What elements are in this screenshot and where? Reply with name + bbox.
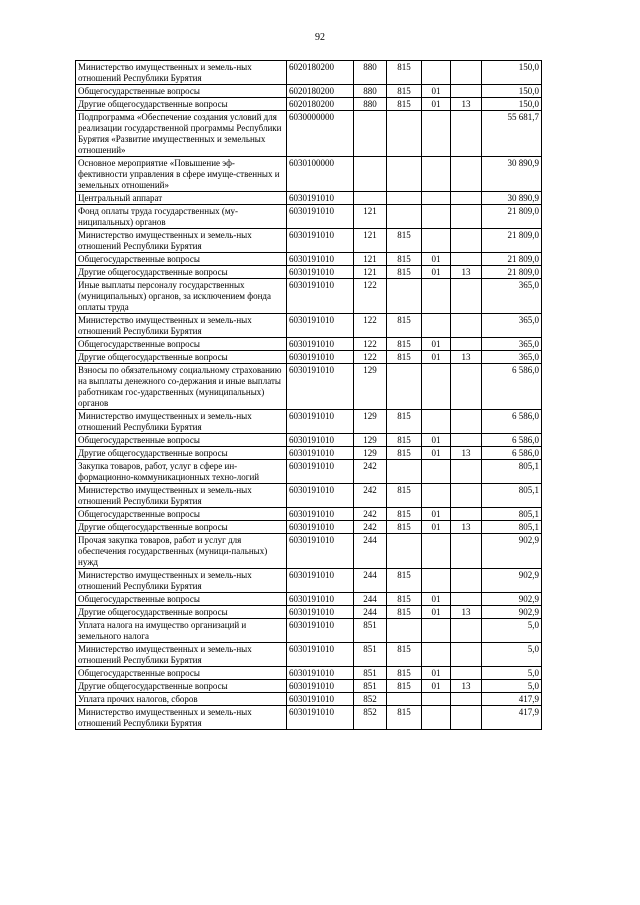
- row-name-cell: Общегосударственные вопросы: [76, 338, 287, 351]
- target-article-cell: 6030191010: [287, 205, 354, 229]
- subsection-cell: 13: [451, 351, 482, 364]
- amount-cell: 902,9: [482, 593, 542, 606]
- section-cell: [422, 410, 451, 434]
- table-row: [76, 364, 542, 410]
- amount-cell: 902,9: [482, 569, 542, 593]
- table-row: [76, 229, 542, 253]
- row-name-cell: Уплата прочих налогов, сборов: [76, 693, 287, 706]
- ministry-code-cell: 815: [387, 569, 422, 593]
- table-row: [76, 569, 542, 593]
- amount-cell: 5,0: [482, 619, 542, 643]
- subsection-cell: [451, 643, 482, 667]
- table-row: [76, 447, 542, 460]
- table-row: [76, 680, 542, 693]
- table-row: [76, 606, 542, 619]
- row-name-cell: Взносы по обязательному социальному страхованию на выплаты денежного со-держания и иные выплаты работникам гос-ударственных (муниципальных) органов: [76, 364, 287, 410]
- amount-cell: 21 809,0: [482, 266, 542, 279]
- amount-cell: 150,0: [482, 98, 542, 111]
- ministry-code-cell: 815: [387, 706, 422, 730]
- section-cell: 01: [422, 266, 451, 279]
- section-cell: [422, 229, 451, 253]
- target-article-cell: 6030191010: [287, 351, 354, 364]
- ministry-code-cell: [387, 192, 422, 205]
- amount-cell: 21 809,0: [482, 205, 542, 229]
- amount-cell: 805,1: [482, 460, 542, 484]
- expense-type-cell: 121: [354, 266, 387, 279]
- subsection-cell: [451, 192, 482, 205]
- section-cell: [422, 693, 451, 706]
- expense-type-cell: 242: [354, 508, 387, 521]
- target-article-cell: 6030191010: [287, 521, 354, 534]
- row-name-cell: Министерство имущественных и земель-ных отношений Республики Бурятия: [76, 61, 287, 85]
- target-article-cell: 6030191010: [287, 484, 354, 508]
- ministry-code-cell: 815: [387, 484, 422, 508]
- expense-type-cell: 852: [354, 706, 387, 730]
- table-row: [76, 643, 542, 667]
- section-cell: 01: [422, 680, 451, 693]
- subsection-cell: [451, 484, 482, 508]
- ministry-code-cell: [387, 693, 422, 706]
- subsection-cell: [451, 410, 482, 434]
- row-name-cell: Другие общегосударственные вопросы: [76, 447, 287, 460]
- ministry-code-cell: [387, 111, 422, 157]
- expense-type-cell: 244: [354, 569, 387, 593]
- table-row: [76, 157, 542, 192]
- row-name-cell: Прочая закупка товаров, работ и услуг для обеспечения государственных (муници-пальных) нужд: [76, 534, 287, 569]
- ministry-code-cell: 815: [387, 338, 422, 351]
- section-cell: 01: [422, 521, 451, 534]
- target-article-cell: 6030191010: [287, 569, 354, 593]
- row-name-cell: Общегосударственные вопросы: [76, 85, 287, 98]
- table-row: [76, 192, 542, 205]
- table-row: [76, 434, 542, 447]
- table-row: [76, 205, 542, 229]
- section-cell: 01: [422, 98, 451, 111]
- expense-type-cell: 121: [354, 229, 387, 253]
- subsection-cell: 13: [451, 680, 482, 693]
- target-article-cell: 6030191010: [287, 534, 354, 569]
- row-name-cell: Уплата налога на имущество организаций и земельного налога: [76, 619, 287, 643]
- subsection-cell: [451, 229, 482, 253]
- expense-type-cell: 121: [354, 205, 387, 229]
- expense-type-cell: [354, 157, 387, 192]
- expense-type-cell: 851: [354, 619, 387, 643]
- ministry-code-cell: 815: [387, 410, 422, 434]
- row-name-cell: Основное мероприятие «Повышение эф-фективности управления в сфере имуще-ственных и земельных отношений»: [76, 157, 287, 192]
- table-row: [76, 693, 542, 706]
- table-row: [76, 593, 542, 606]
- target-article-cell: 6030191010: [287, 364, 354, 410]
- ministry-code-cell: 815: [387, 229, 422, 253]
- expense-type-cell: 122: [354, 338, 387, 351]
- row-name-cell: Другие общегосударственные вопросы: [76, 266, 287, 279]
- row-name-cell: Общегосударственные вопросы: [76, 508, 287, 521]
- target-article-cell: 6030191010: [287, 619, 354, 643]
- table-row: [76, 351, 542, 364]
- amount-cell: 6 586,0: [482, 447, 542, 460]
- expense-type-cell: 242: [354, 484, 387, 508]
- target-article-cell: 6020180200: [287, 61, 354, 85]
- target-article-cell: 6030100000: [287, 157, 354, 192]
- expense-type-cell: 129: [354, 364, 387, 410]
- section-cell: 01: [422, 351, 451, 364]
- target-article-cell: 6030191010: [287, 229, 354, 253]
- row-name-cell: Министерство имущественных и земель-ных отношений Республики Бурятия: [76, 410, 287, 434]
- ministry-code-cell: 815: [387, 266, 422, 279]
- subsection-cell: 13: [451, 98, 482, 111]
- subsection-cell: [451, 111, 482, 157]
- amount-cell: 30 890,9: [482, 157, 542, 192]
- ministry-code-cell: 815: [387, 61, 422, 85]
- expense-type-cell: 129: [354, 434, 387, 447]
- row-name-cell: Иные выплаты персоналу государственных (муниципальных) органов, за исключением фонда оплаты труда: [76, 279, 287, 314]
- table-row: [76, 61, 542, 85]
- subsection-cell: [451, 314, 482, 338]
- amount-cell: 5,0: [482, 680, 542, 693]
- table-row: [76, 338, 542, 351]
- target-article-cell: 6030191010: [287, 338, 354, 351]
- amount-cell: 150,0: [482, 61, 542, 85]
- amount-cell: 417,9: [482, 693, 542, 706]
- target-article-cell: 6030191010: [287, 192, 354, 205]
- section-cell: [422, 111, 451, 157]
- section-cell: [422, 157, 451, 192]
- amount-cell: 30 890,9: [482, 192, 542, 205]
- ministry-code-cell: 815: [387, 351, 422, 364]
- section-cell: 01: [422, 85, 451, 98]
- amount-cell: 805,1: [482, 521, 542, 534]
- ministry-code-cell: [387, 364, 422, 410]
- ministry-code-cell: 815: [387, 667, 422, 680]
- ministry-code-cell: 815: [387, 314, 422, 338]
- target-article-cell: 6020180200: [287, 98, 354, 111]
- amount-cell: 5,0: [482, 643, 542, 667]
- budget-table: [75, 60, 542, 730]
- section-cell: 01: [422, 434, 451, 447]
- subsection-cell: [451, 364, 482, 410]
- table-row: [76, 85, 542, 98]
- ministry-code-cell: 815: [387, 253, 422, 266]
- section-cell: [422, 364, 451, 410]
- ministry-code-cell: [387, 205, 422, 229]
- ministry-code-cell: [387, 157, 422, 192]
- row-name-cell: Общегосударственные вопросы: [76, 253, 287, 266]
- amount-cell: 902,9: [482, 606, 542, 619]
- table-row: [76, 706, 542, 730]
- section-cell: 01: [422, 253, 451, 266]
- section-cell: [422, 569, 451, 593]
- subsection-cell: [451, 569, 482, 593]
- table-row: [76, 314, 542, 338]
- section-cell: [422, 460, 451, 484]
- section-cell: [422, 619, 451, 643]
- ministry-code-cell: 815: [387, 85, 422, 98]
- target-article-cell: 6030191010: [287, 434, 354, 447]
- expense-type-cell: 880: [354, 98, 387, 111]
- expense-type-cell: 851: [354, 680, 387, 693]
- subsection-cell: [451, 619, 482, 643]
- target-article-cell: 6030191010: [287, 266, 354, 279]
- table-row: [76, 266, 542, 279]
- subsection-cell: [451, 508, 482, 521]
- row-name-cell: Общегосударственные вопросы: [76, 667, 287, 680]
- subsection-cell: [451, 85, 482, 98]
- budget-table-body: [76, 61, 542, 730]
- ministry-code-cell: 815: [387, 98, 422, 111]
- expense-type-cell: 121: [354, 253, 387, 266]
- expense-type-cell: 244: [354, 593, 387, 606]
- amount-cell: 805,1: [482, 508, 542, 521]
- ministry-code-cell: 815: [387, 606, 422, 619]
- subsection-cell: [451, 534, 482, 569]
- section-cell: 01: [422, 447, 451, 460]
- target-article-cell: 6030191010: [287, 460, 354, 484]
- row-name-cell: Другие общегосударственные вопросы: [76, 606, 287, 619]
- section-cell: 01: [422, 508, 451, 521]
- target-article-cell: 6030191010: [287, 253, 354, 266]
- ministry-code-cell: 815: [387, 447, 422, 460]
- amount-cell: 417,9: [482, 706, 542, 730]
- target-article-cell: 6030191010: [287, 593, 354, 606]
- expense-type-cell: 122: [354, 279, 387, 314]
- section-cell: 01: [422, 606, 451, 619]
- target-article-cell: 6020180200: [287, 85, 354, 98]
- amount-cell: 805,1: [482, 484, 542, 508]
- ministry-code-cell: 815: [387, 508, 422, 521]
- amount-cell: 55 681,7: [482, 111, 542, 157]
- section-cell: [422, 279, 451, 314]
- section-cell: [422, 61, 451, 85]
- expense-type-cell: 129: [354, 410, 387, 434]
- ministry-code-cell: [387, 279, 422, 314]
- row-name-cell: Другие общегосударственные вопросы: [76, 351, 287, 364]
- table-row: [76, 619, 542, 643]
- subsection-cell: [451, 253, 482, 266]
- ministry-code-cell: 815: [387, 680, 422, 693]
- expense-type-cell: 242: [354, 521, 387, 534]
- amount-cell: 5,0: [482, 667, 542, 680]
- target-article-cell: 6030191010: [287, 643, 354, 667]
- row-name-cell: Фонд оплаты труда государственных (му-ниципальных) органов: [76, 205, 287, 229]
- subsection-cell: 13: [451, 266, 482, 279]
- table-row: [76, 534, 542, 569]
- amount-cell: 6 586,0: [482, 410, 542, 434]
- target-article-cell: 6030191010: [287, 680, 354, 693]
- row-name-cell: Центральный аппарат: [76, 192, 287, 205]
- row-name-cell: Подпрограмма «Обеспечение создания условий для реализации государственной программы Республики Бурятия «Развитие имущественных и земельных отношений»: [76, 111, 287, 157]
- amount-cell: 902,9: [482, 534, 542, 569]
- table-row: [76, 508, 542, 521]
- table-row: [76, 484, 542, 508]
- ministry-code-cell: 815: [387, 643, 422, 667]
- amount-cell: 150,0: [482, 85, 542, 98]
- expense-type-cell: 880: [354, 85, 387, 98]
- subsection-cell: 13: [451, 606, 482, 619]
- table-row: [76, 253, 542, 266]
- subsection-cell: [451, 338, 482, 351]
- expense-type-cell: 244: [354, 534, 387, 569]
- section-cell: [422, 643, 451, 667]
- table-row: [76, 521, 542, 534]
- ministry-code-cell: [387, 460, 422, 484]
- table-row: [76, 460, 542, 484]
- amount-cell: 6 586,0: [482, 434, 542, 447]
- target-article-cell: 6030191010: [287, 667, 354, 680]
- table-row: [76, 98, 542, 111]
- target-article-cell: 6030191010: [287, 693, 354, 706]
- amount-cell: 6 586,0: [482, 364, 542, 410]
- table-row: [76, 667, 542, 680]
- subsection-cell: [451, 593, 482, 606]
- expense-type-cell: 852: [354, 693, 387, 706]
- row-name-cell: Общегосударственные вопросы: [76, 434, 287, 447]
- ministry-code-cell: [387, 619, 422, 643]
- expense-type-cell: 122: [354, 351, 387, 364]
- row-name-cell: Общегосударственные вопросы: [76, 593, 287, 606]
- row-name-cell: Министерство имущественных и земель-ных отношений Республики Бурятия: [76, 484, 287, 508]
- row-name-cell: Министерство имущественных и земель-ных отношений Республики Бурятия: [76, 314, 287, 338]
- subsection-cell: [451, 157, 482, 192]
- row-name-cell: Министерство имущественных и земель-ных отношений Республики Бурятия: [76, 229, 287, 253]
- section-cell: [422, 706, 451, 730]
- subsection-cell: [451, 706, 482, 730]
- row-name-cell: Закупка товаров, работ, услуг в сфере ин-формационно-коммуникационных техно-логий: [76, 460, 287, 484]
- target-article-cell: 6030000000: [287, 111, 354, 157]
- amount-cell: 365,0: [482, 279, 542, 314]
- section-cell: [422, 192, 451, 205]
- subsection-cell: [451, 667, 482, 680]
- amount-cell: 365,0: [482, 338, 542, 351]
- ministry-code-cell: [387, 534, 422, 569]
- expense-type-cell: [354, 192, 387, 205]
- section-cell: 01: [422, 593, 451, 606]
- expense-type-cell: 122: [354, 314, 387, 338]
- table-row: [76, 111, 542, 157]
- ministry-code-cell: 815: [387, 593, 422, 606]
- subsection-cell: [451, 61, 482, 85]
- target-article-cell: 6030191010: [287, 447, 354, 460]
- section-cell: [422, 534, 451, 569]
- row-name-cell: Другие общегосударственные вопросы: [76, 521, 287, 534]
- expense-type-cell: 129: [354, 447, 387, 460]
- section-cell: 01: [422, 667, 451, 680]
- ministry-code-cell: 815: [387, 434, 422, 447]
- expense-type-cell: 880: [354, 61, 387, 85]
- expense-type-cell: 851: [354, 643, 387, 667]
- subsection-cell: [451, 434, 482, 447]
- page-number: 92: [315, 32, 325, 43]
- amount-cell: 365,0: [482, 314, 542, 338]
- row-name-cell: Другие общегосударственные вопросы: [76, 98, 287, 111]
- section-cell: [422, 314, 451, 338]
- subsection-cell: [451, 279, 482, 314]
- target-article-cell: 6030191010: [287, 314, 354, 338]
- table-row: [76, 410, 542, 434]
- subsection-cell: [451, 205, 482, 229]
- target-article-cell: 6030191010: [287, 279, 354, 314]
- row-name-cell: Министерство имущественных и земель-ных отношений Республики Бурятия: [76, 569, 287, 593]
- section-cell: [422, 205, 451, 229]
- target-article-cell: 6030191010: [287, 706, 354, 730]
- target-article-cell: 6030191010: [287, 410, 354, 434]
- subsection-cell: 13: [451, 521, 482, 534]
- target-article-cell: 6030191010: [287, 508, 354, 521]
- subsection-cell: 13: [451, 447, 482, 460]
- subsection-cell: [451, 693, 482, 706]
- ministry-code-cell: 815: [387, 521, 422, 534]
- amount-cell: 365,0: [482, 351, 542, 364]
- expense-type-cell: [354, 111, 387, 157]
- subsection-cell: [451, 460, 482, 484]
- row-name-cell: Министерство имущественных и земель-ных отношений Республики Бурятия: [76, 643, 287, 667]
- row-name-cell: Другие общегосударственные вопросы: [76, 680, 287, 693]
- amount-cell: 21 809,0: [482, 229, 542, 253]
- expense-type-cell: 244: [354, 606, 387, 619]
- amount-cell: 21 809,0: [482, 253, 542, 266]
- section-cell: [422, 484, 451, 508]
- row-name-cell: Министерство имущественных и земель-ных отношений Республики Бурятия: [76, 706, 287, 730]
- expense-type-cell: 242: [354, 460, 387, 484]
- expense-type-cell: 851: [354, 667, 387, 680]
- section-cell: 01: [422, 338, 451, 351]
- table-row: [76, 279, 542, 314]
- target-article-cell: 6030191010: [287, 606, 354, 619]
